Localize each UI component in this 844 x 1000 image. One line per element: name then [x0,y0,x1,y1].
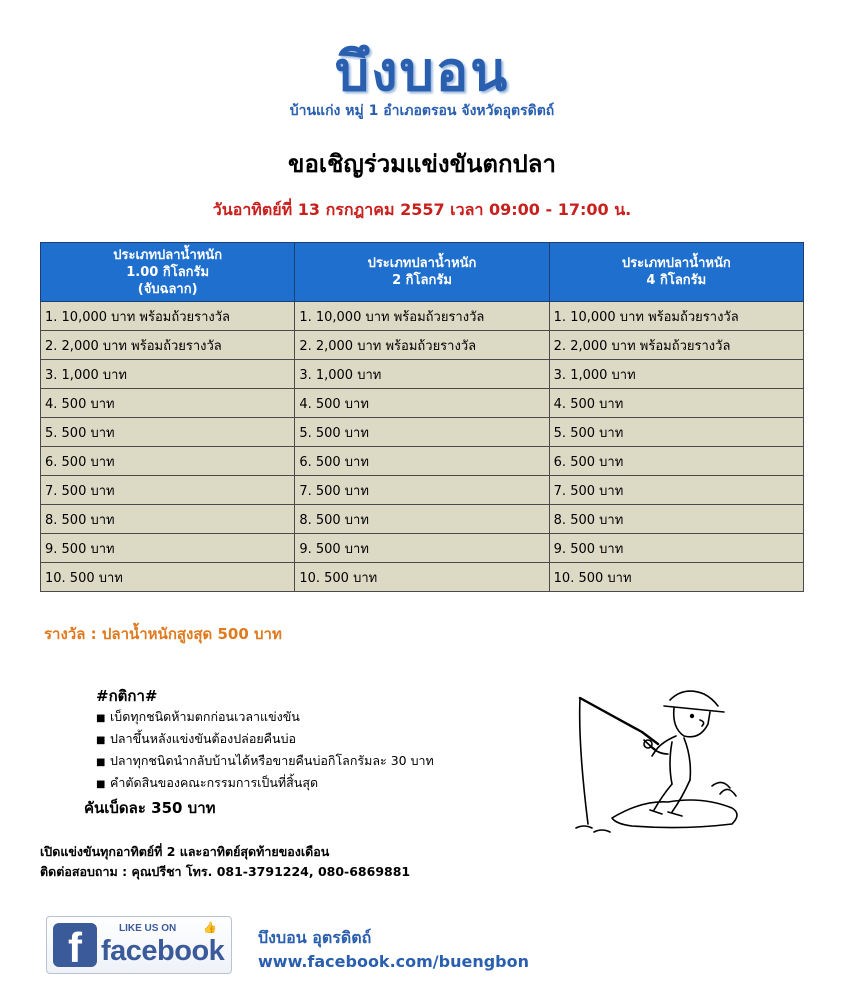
table-row [41,360,804,389]
header-line: ประเภทปลาน้ำหนัก [621,256,731,271]
rule-text: คำตัดสินของคณะกรรมการเป็นที่สิ้นสุด [110,775,319,790]
table-cell: 4. 500 บาท [295,389,549,418]
table-cell: 8. 500 บาท [41,505,295,534]
table-cell: 10. 500 บาท [41,563,295,592]
table-row [41,447,804,476]
table-cell: 8. 500 บาท [295,505,549,534]
table-cell: 2. 2,000 บาท พร้อมถ้วยรางวัล [295,331,549,360]
table-row [41,563,804,592]
table-cell: 9. 500 บาท [549,534,803,563]
header-line: ประเภทปลาน้ำหนัก [113,247,223,263]
fisherman-illustration [572,684,744,836]
invitation-heading: ขอเชิญร่วมแข่งขันตกปลา [288,150,556,178]
header-line: 2 กิโลกรัม [392,273,452,288]
table-cell: 1. 10,000 บาท พร้อมถ้วยรางวัล [41,302,295,331]
table-cell: 10. 500 บาท [295,563,549,592]
table-cell: 5. 500 บาท [41,418,295,447]
rule-text: เบ็ดทุกชนิดห้ามตกก่อนเวลาแข่งขัน [110,709,300,724]
table-row [41,331,804,360]
table-row [41,302,804,331]
header-line: ประเภทปลาน้ำหนัก [367,256,477,271]
prize-table-header [41,243,804,302]
square-bullet-icon: ■ [96,735,106,746]
like-us-label: LIKE US ON [119,923,177,934]
header-1kg [41,243,295,302]
header-4kg [549,243,803,302]
biggest-fish-prize: รางวัล : ปลาน้ำหนักสูงสุด 500 บาท [44,625,282,643]
rod-fee: คันเบ็ดละ 350 บาท [84,799,216,817]
table-cell: 5. 500 บาท [295,418,549,447]
table-cell: 6. 500 บาท [549,447,803,476]
list-item [96,772,434,794]
table-cell: 2. 2,000 บาท พร้อมถ้วยรางวัล [549,331,803,360]
square-bullet-icon: ■ [96,713,106,724]
facebook-page-link[interactable]: www.facebook.com/buengbon [258,952,530,971]
header-line: (จับฉลาก) [137,281,198,297]
table-cell: 10. 500 บาท [549,563,803,592]
table-cell: 6. 500 บาท [295,447,549,476]
facebook-f-icon: f [53,923,97,967]
rules-title: #กติกา# [96,687,158,705]
table-cell: 2. 2,000 บาท พร้อมถ้วยรางวัล [41,331,295,360]
table-cell: 5. 500 บาท [549,418,803,447]
header-line: 4 กิโลกรัม [646,273,707,288]
table-cell: 1. 10,000 บาท พร้อมถ้วยรางวัล [549,302,803,331]
table-cell: 3. 1,000 บาท [41,360,295,389]
contact-text: ติดต่อสอบถาม : คุณปรีชา โทร. 081-3791224, 080-6869881 [40,864,411,879]
table-cell: 7. 500 บาท [41,476,295,505]
table-row [41,534,804,563]
rule-text: ปลาทุกชนิดนำกลับบ้านได้หรือขายคืนบ่อกิโลกรัมละ 30 บาท [110,753,434,768]
list-item [96,728,434,750]
rules-list [96,706,434,794]
header-2kg [295,243,549,302]
event-date: วันอาทิตย์ที่ 13 กรกฎาคม 2557 เวลา 09:00 - 17:00 น. [212,200,632,219]
table-cell: 3. 1,000 บาท [295,360,549,389]
table-cell: 7. 500 บาท [549,476,803,505]
table-cell: 8. 500 บาท [549,505,803,534]
table-row [41,505,804,534]
list-item [96,706,434,728]
address: บ้านแก่ง หมู่ 1 อำเภอตรอน จังหวัดอุตรดิตถ์ [289,103,555,119]
thumbs-up-icon: 👍 [203,921,217,934]
header-line: 1.00 กิโลกรัม [126,264,210,280]
facebook-page-name: บึงบอน อุตรดิตถ์ [258,928,372,947]
table-row [41,476,804,505]
facebook-like-badge[interactable] [46,916,232,974]
table-cell: 9. 500 บาท [295,534,549,563]
list-item [96,750,434,772]
prize-table [40,242,804,592]
table-cell: 4. 500 บาท [41,389,295,418]
table-row [41,418,804,447]
square-bullet-icon: ■ [96,779,106,790]
page-title: บึงบอน [334,40,510,103]
table-cell: 7. 500 บาท [295,476,549,505]
table-cell: 9. 500 บาท [41,534,295,563]
square-bullet-icon: ■ [96,757,106,768]
table-cell: 6. 500 บาท [41,447,295,476]
table-cell: 1. 10,000 บาท พร้อมถ้วยรางวัล [295,302,549,331]
facebook-wordmark: facebook [101,935,225,967]
table-row [41,389,804,418]
table-cell: 3. 1,000 บาท [549,360,803,389]
schedule-text: เปิดแข่งขันทุกอาทิตย์ที่ 2 และอาทิตย์สุดท้ายของเดือน [40,844,330,859]
table-cell: 4. 500 บาท [549,389,803,418]
rule-text: ปลาขึ้นหลังแข่งขันต้องปล่อยคืนบ่อ [110,731,297,746]
